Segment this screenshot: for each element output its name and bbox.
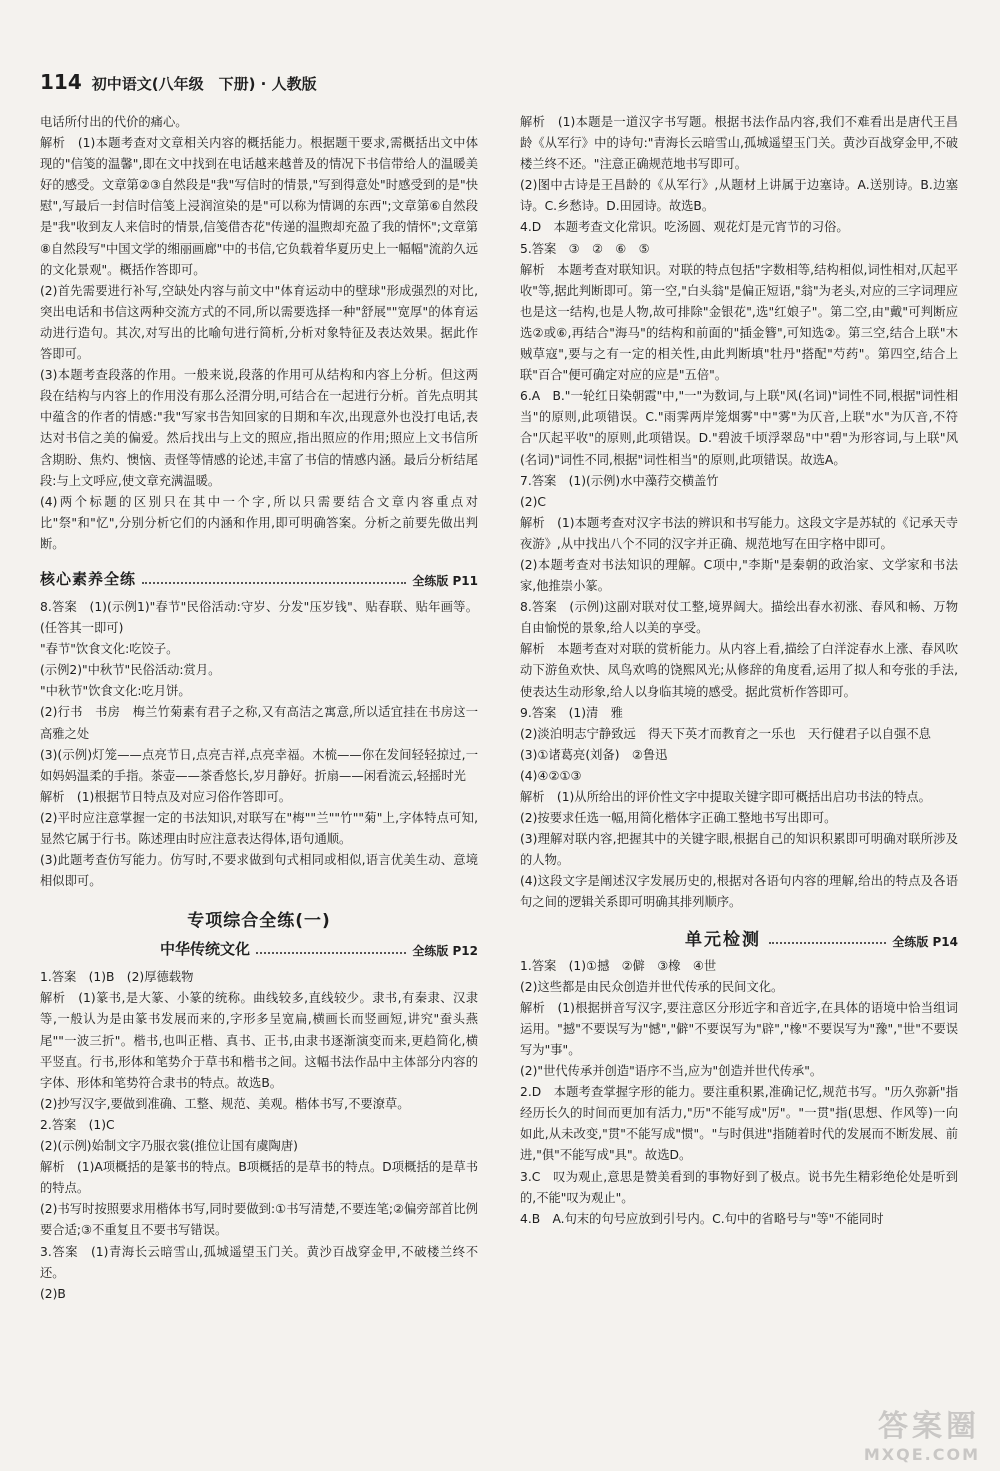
- paragraph: 6.A B."一轮红日染朝霞"中,"一"为数词,与上联"风(名词)"词性不同,根据"词性相当"的原则,此项错误。C."雨霁两岸笼烟雾"中"雾"为仄音,上联"水"为仄音,不符合"仄起平收"的原则,此项错误。D."碧波千顷浮翠岛"中"碧"为形容词,与上联"风(名词)"词性不同,根据"词性相当"的原则,此项错误。故选A。: [520, 389, 958, 467]
- page-number: 114: [40, 70, 82, 94]
- unit-ref: 全练版 P14: [892, 934, 958, 949]
- right-column: [520, 112, 958, 1230]
- paragraph: (2)(示例)始制文字乃服衣裳(推位让国有虞陶唐): [40, 1139, 298, 1154]
- paragraph: 2.D 本题考查掌握字形的能力。要注重积累,准确记忆,规范书写。"历久弥新"指经历长久的时间而更加有活力,"历"不能写成"厉"。"一贯"指(思想、作风等)一向如此,从未改变,"贯"不能写成"惯"。"与时俱进"指随着时代的发展而不断发展、前进,"俱"不能写成"具"。故选D。: [520, 1085, 958, 1163]
- paragraph: "春节"饮食文化:吃饺子。: [40, 642, 179, 657]
- paragraph: (3)此题考查仿写能力。仿写时,不要求做到句式相同或相似,语言优美生动、意境相似即可。: [40, 853, 478, 889]
- paragraph: 1.答案 (1)①撼 ②僻 ③橡 ④世: [520, 958, 717, 973]
- watermark-text: 答案圈: [878, 1409, 980, 1444]
- paragraph: (2)平时应注意掌握一定的书法知识,对联写在"梅""兰""竹""菊"上,字体特点可知,显然它属于行书。陈述理由时应注意表达得体,语句通顺。: [40, 810, 478, 846]
- section-ref: 全练版 P11: [412, 573, 478, 588]
- paragraph: (2)这些都是由民众创造并世代传承的民间文化。: [520, 979, 784, 994]
- subsection-title: 中华传统文化: [160, 940, 251, 959]
- paragraph: (3)理解对联内容,把握其中的关键字眼,根据自己的知识积累即可明确对联所涉及的人物。: [520, 832, 958, 868]
- subsection-heading: [160, 937, 478, 959]
- paragraph: 解析 (1)篆书,是大篆、小篆的统称。曲线较多,直线较少。隶书,有秦隶、汉隶等,一般认为是由篆书发展而来的,字形多呈宽扁,横画长而竖画短,讲究"蚕头燕尾""一波三折"。楷书,也叫正楷、真书、正书,由隶书逐渐演变而来,更趋简化,横平竖直。行书,形体和笔势介于草书和楷书之间。这幅书法作品中主体部分内容的字体、形体和笔势符合隶书的特点。故选B。: [40, 991, 478, 1090]
- section-title: 核心素养全练: [40, 569, 137, 588]
- left-column: [40, 112, 478, 1305]
- paragraph: (2)"世代传承并创造"语序不当,应为"创造并世代传承"。: [520, 1064, 823, 1079]
- paragraph: (4)④②①③: [520, 768, 582, 783]
- paragraph: 电话所付出的代价的痛心。: [40, 115, 188, 129]
- paragraph: (2)B: [40, 1286, 66, 1301]
- subsection-ref: 全练版 P12: [412, 944, 478, 959]
- paragraph: 3.答案 (1)青海长云暗雪山,孤城遥望玉门关。黄沙百战穿金甲,不破楼兰终不还。: [40, 1244, 478, 1280]
- paragraph: (3)(示例)灯笼——点亮节日,点亮吉祥,点亮幸福。木梳——你在发间轻轻掠过,一如妈妈温柔的手指。茶壶——茶香悠长,岁月静好。折扇——闲看流云,轻摇时光: [40, 747, 478, 783]
- unit-test-heading: [685, 926, 958, 950]
- paragraph: 解析 (1)根据拼音写汉字,要注意区分形近字和音近字,在具体的语境中恰当组词运用。"撼"不要误写为"憾","僻"不要误写为"辟","橡"不要误写为"豫","世"不要误写为"事"。: [520, 1000, 958, 1057]
- paragraph: (2)本题考查对书法知识的理解。C项中,"李斯"是秦朝的政治家、文学家和书法家,他推崇小篆。: [520, 557, 958, 594]
- paragraph: 1.答案 (1)B (2)厚德载物: [40, 970, 194, 985]
- special-practice-title: 专项综合全练(一): [187, 911, 331, 932]
- dotted-leader: [769, 942, 886, 944]
- paragraph: "中秋节"饮食文化:吃月饼。: [40, 684, 191, 699]
- paragraph: 3.C 叹为观止,意思是赞美看到的事物好到了极点。说书先生精彩绝伦处是听到的,不能"叹为观止"。: [520, 1169, 958, 1205]
- paragraph: (2)首先需要进行补写,空缺处内容与前文中"体育运动中的壁球"形成强烈的对比,突出电话和书信这两种交流方式的不同,所以需要选择一种"舒展""宽厚"的体育运动进行造句。其次,对写出的比喻句进行简析,分析对象特征及表达效果。据此作答即可。: [40, 283, 478, 362]
- paragraph: (3)①诸葛亮(刘备) ②鲁迅: [520, 747, 668, 762]
- watermark-logo: [790, 1401, 980, 1464]
- page-header: [40, 70, 960, 100]
- paragraph: (2)C: [520, 494, 547, 509]
- dotted-leader: [142, 582, 406, 584]
- paragraph: (2)行书 书房 梅兰竹菊素有君子之称,又有高洁之寓意,所以适宜挂在书房这一高雅之处: [40, 705, 478, 741]
- paragraph: 2.答案 (1)C: [40, 1117, 115, 1132]
- watermark-url: MXQE.COM: [863, 1445, 980, 1464]
- paragraph: 4.D 本题考查文化常识。吃汤圆、观花灯是元宵节的习俗。: [520, 220, 849, 235]
- paragraph: 8.答案 (1)(示例1)"春节"民俗活动:守岁、分发"压岁钱"、贴春联、贴年画等。(任答其一即可): [40, 599, 478, 636]
- paragraph: 解析 (1)A项概括的是篆书的特点。B项概括的是草书的特点。D项概括的是草书的特点。: [40, 1160, 478, 1196]
- paragraph: 解析 (1)本题考查对文章相关内容的概括能力。根据题干要求,需概括出文中体现的"信笺的温馨",即在文中找到在电话越来越普及的情况下书信带给人的温暖美好的感受。文章第②③自然段是"我"写信时的情景,"写到得意处"时感受到的是"快慰",写最后一封信时信笺上浸润渲染的是"可以称为情调的东西";文章第⑥自然段是"我"收到友人来信时的情景,信笺借杏花"传递的温煦却充盈了我的情怀";文章第⑧自然段写"中国文学的缃丽画廊"中的书信,它负载着华夏历史上一幅幅"流韵久远的文化景观"。概括作答即可。: [40, 136, 478, 277]
- paragraph: 解析 本题考查对联知识。对联的特点包括"字数相等,结构相似,词性相对,仄起平收"等,据此判断即可。第一空,"白头翁"是偏正短语,"翁"为老头,对应的三字词理应也是这一结构,也是人物,故可排除"金银花",选"红娘子"。第二空,由"戴"可判断应选②或⑥,再结合"海马"的结构和前面的"插金簪",可知选②。第三空,结合上联"木贼草寇",要与之有一定的相关性,由此判断填"牡丹"搭配"芍药"。第四空,结合上联"百合"便可确定对应的应是"五倍"。: [520, 262, 958, 383]
- paragraph: (2)图中古诗是王昌龄的《从军行》,从题材上讲属于边塞诗。A.送别诗。B.边塞诗。C.乡愁诗。D.田园诗。故选B。: [520, 178, 958, 214]
- paragraph: (3)本题考查段落的作用。一般来说,段落的作用可从结构和内容上分析。但这两段在结构与内容上的作用没有那么泾渭分明,可结合在一起进行分析。首先点明其中蕴含的作者的情感:"我"写家书告知回家的日期和车次,出现意外也没打电话,表达对书信之美的偏爱。然后找出与上文的照应,指出照应的作用;照应上文书信所含期盼、焦灼、懊恼、责怪等情感的论述,丰富了书信的情感内涵。最后分析结尾段:与上文呼应,使文章充满温暖。: [40, 368, 478, 488]
- paragraph: 5.答案 ③ ② ⑥ ⑤: [520, 241, 650, 256]
- paragraph: 8.答案 (示例)这副对联对仗工整,境界阔大。描绘出春水初涨、春风和畅、万物自由愉悦的景象,给人以美的享受。: [520, 600, 958, 636]
- paragraph: (2)按要求任选一幅,用简化楷体字正确工整地书写出即可。: [520, 811, 837, 826]
- paragraph: (2)淡泊明志宁静致远 得天下英才而教育之一乐也 天行健君子以自强不息: [520, 726, 931, 741]
- paragraph: 解析 本题考查对对联的赏析能力。从内容上看,描绘了白洋淀春水上涨、春风吹动下游鱼欢快、凤鸟欢鸣的饶熙风光;从修辞的角度看,运用了拟人和夸张的手法,使表达生动形象,给人以身临其境的感受。据此赏析作答即可。: [520, 642, 958, 699]
- paragraph: 解析 (1)本题考查对汉字书法的辨识和书写能力。这段文字是苏轼的《记承天寺夜游》,从中找出八个不同的汉字并正确、规范地写在田字格中即可。: [520, 515, 958, 551]
- paragraph: (示例2)"中秋节"民俗活动:赏月。: [40, 663, 221, 678]
- paragraph: (4)这段文字是阐述汉字发展历史的,根据对各语句内容的理解,给出的特点及各语句之间的逻辑关系即可明确其排列顺序。: [520, 874, 958, 910]
- paragraph: 7.答案 (1)(示例)水中藻荇交横盖竹: [520, 473, 719, 488]
- paragraph: 4.B A.句末的句号应放到引号内。C.句中的省略号与"等"不能同时: [520, 1211, 884, 1226]
- paragraph: (4)两个标题的区别只在其中一个字,所以只需要结合文章内容重点对比"祭"和"忆",分别分析它们的内涵和作用,即可明确答案。分析之前要先做出判断。: [40, 494, 478, 551]
- paragraph: 解析 (1)本题是一道汉字书写题。根据书法作品内容,我们不难看出是唐代王昌龄《从军行》中的诗句:"青海长云暗雪山,孤城遥望玉门关。黄沙百战穿金甲,不破楼兰终不还。"注意正确规范地书写即可。: [520, 115, 958, 172]
- paragraph: 解析 (1)根据节日特点及对应习俗作答即可。: [40, 789, 292, 804]
- book-title: 初中语文(八年级 下册) · 人教版: [91, 75, 317, 93]
- paragraph: (2)书写时按照要求用楷体书写,同时要做到:①书写清楚,不要连笔;②偏旁部首比例要合适;③不重复且不要书写错误。: [40, 1202, 478, 1238]
- paragraph: (2)抄写汉字,要做到准确、工整、规范、美观。楷体书写,不要潦草。: [40, 1096, 410, 1111]
- section-heading-core: [40, 567, 478, 589]
- paragraph: 解析 (1)从所给出的评价性文字中提取关键字即可概括出启功书法的特点。: [520, 790, 931, 804]
- paragraph: 9.答案 (1)清 雅: [520, 705, 623, 720]
- dotted-leader: [256, 952, 406, 954]
- unit-title: 单元检测: [685, 929, 761, 950]
